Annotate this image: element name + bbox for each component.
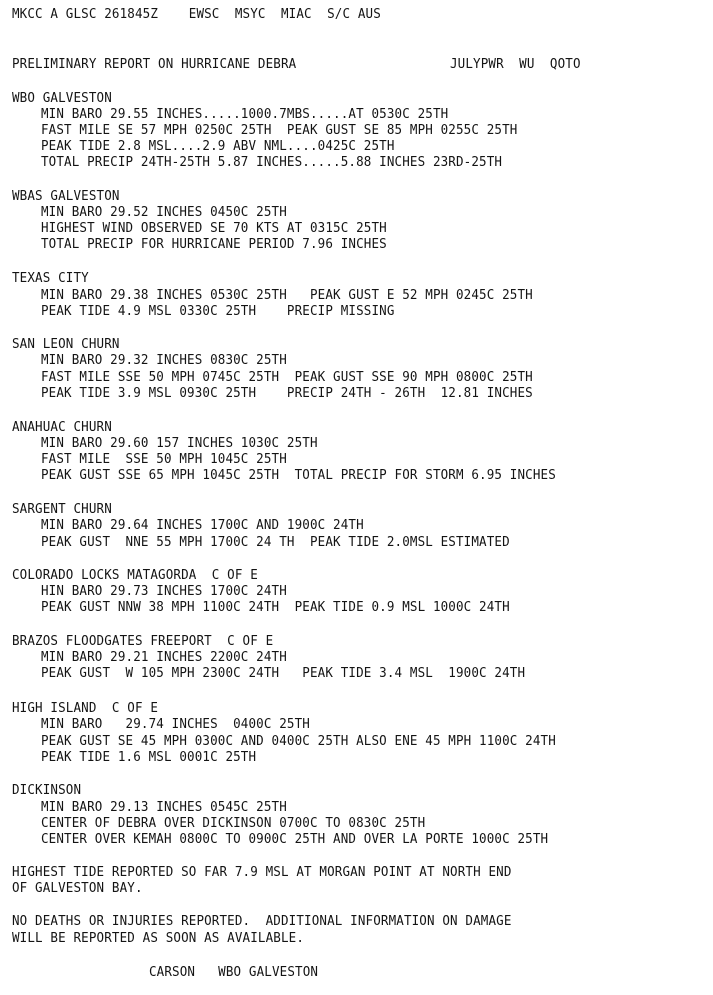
station-line: MIN BARO 29.38 INCHES 0530C 25TH PEAK GUST E 52 MPH 0245C 25TH [41, 288, 533, 303]
teletype-report [12, 0, 712, 995]
station-name: COLORADO LOCKS MATAGORDA C OF E [12, 568, 258, 583]
station-line: PEAK TIDE 1.6 MSL 0001C 25TH [41, 750, 257, 765]
station-line: MIN BARO 29.74 INCHES 0400C 25TH [41, 717, 310, 732]
station-name: WBO GALVESTON [12, 91, 112, 106]
station-line: FAST MILE SE 57 MPH 0250C 25TH PEAK GUST SE 85 MPH 0255C 25TH [41, 123, 518, 138]
station-line: MIN BARO 29.52 INCHES 0450C 25TH [41, 205, 287, 220]
highest-tide-line: HIGHEST TIDE REPORTED SO FAR 7.9 MSL AT MORGAN POINT AT NORTH END [12, 865, 512, 880]
station-name: SARGENT CHURN [12, 502, 112, 517]
station-line: FAST MILE SSE 50 MPH 1045C 25TH [41, 452, 287, 467]
station-line: PEAK GUST SE 45 MPH 0300C AND 0400C 25TH ALSO ENE 45 MPH 1100C 24TH [41, 734, 556, 749]
station-name: ANAHUAC CHURN [12, 420, 112, 435]
station-line: PEAK GUST NNW 38 MPH 1100C 24TH PEAK TIDE 0.9 MSL 1000C 24TH [41, 600, 510, 615]
station-line: FAST MILE SSE 50 MPH 0745C 25TH PEAK GUST SSE 90 MPH 0800C 25TH [41, 370, 533, 385]
station-name: DICKINSON [12, 783, 82, 798]
report-code: JULYPWR WU QOTO [450, 57, 581, 72]
station-name: TEXAS CITY [12, 271, 89, 286]
damage-note-line: WILL BE REPORTED AS SOON AS AVAILABLE. [12, 931, 305, 946]
station-line: TOTAL PRECIP FOR HURRICANE PERIOD 7.96 INCHES [41, 237, 387, 252]
station-line: MIN BARO 29.13 INCHES 0545C 25TH [41, 800, 287, 815]
station-line: CENTER OVER KEMAH 0800C TO 0900C 25TH AND OVER LA PORTE 1000C 25TH [41, 832, 549, 847]
routing-header: MKCC A GLSC 261845Z EWSC MSYC MIAC S/C AUS [12, 7, 381, 22]
station-name: WBAS GALVESTON [12, 189, 120, 204]
station-line: TOTAL PRECIP 24TH-25TH 5.87 INCHES.....5.88 INCHES 23RD-25TH [41, 155, 503, 170]
signature: CARSON WBO GALVESTON [149, 965, 319, 980]
station-line: PEAK GUST W 105 MPH 2300C 24TH PEAK TIDE 3.4 MSL 1900C 24TH [41, 666, 526, 681]
station-line: MIN BARO 29.32 INCHES 0830C 25TH [41, 353, 287, 368]
station-line: CENTER OF DEBRA OVER DICKINSON 0700C TO 0830C 25TH [41, 816, 426, 831]
station-line: PEAK TIDE 2.8 MSL....2.9 ABV NML....0425C 25TH [41, 139, 395, 154]
station-name: BRAZOS FLOODGATES FREEPORT C OF E [12, 634, 274, 649]
station-line: PEAK TIDE 3.9 MSL 0930C 25TH PRECIP 24TH - 26TH 12.81 INCHES [41, 386, 533, 401]
station-name: SAN LEON CHURN [12, 337, 120, 352]
station-line: PEAK GUST SSE 65 MPH 1045C 25TH TOTAL PRECIP FOR STORM 6.95 INCHES [41, 468, 556, 483]
station-line: MIN BARO 29.60 157 INCHES 1030C 25TH [41, 436, 318, 451]
station-line: MIN BARO 29.64 INCHES 1700C AND 1900C 24TH [41, 518, 364, 533]
station-line: HIGHEST WIND OBSERVED SE 70 KTS AT 0315C 25TH [41, 221, 387, 236]
report-title: PRELIMINARY REPORT ON HURRICANE DEBRA [12, 57, 297, 72]
station-line: PEAK TIDE 4.9 MSL 0330C 25TH PRECIP MISSING [41, 304, 395, 319]
station-line: HIN BARO 29.73 INCHES 1700C 24TH [41, 584, 287, 599]
station-line: MIN BARO 29.55 INCHES.....1000.7MBS.....AT 0530C 25TH [41, 107, 449, 122]
station-line: MIN BARO 29.21 INCHES 2200C 24TH [41, 650, 287, 665]
damage-note-line: NO DEATHS OR INJURIES REPORTED. ADDITIONAL INFORMATION ON DAMAGE [12, 914, 512, 929]
station-line: PEAK GUST NNE 55 MPH 1700C 24 TH PEAK TIDE 2.0MSL ESTIMATED [41, 535, 510, 550]
station-name: HIGH ISLAND C OF E [12, 701, 159, 716]
highest-tide-line: OF GALVESTON BAY. [12, 881, 143, 896]
